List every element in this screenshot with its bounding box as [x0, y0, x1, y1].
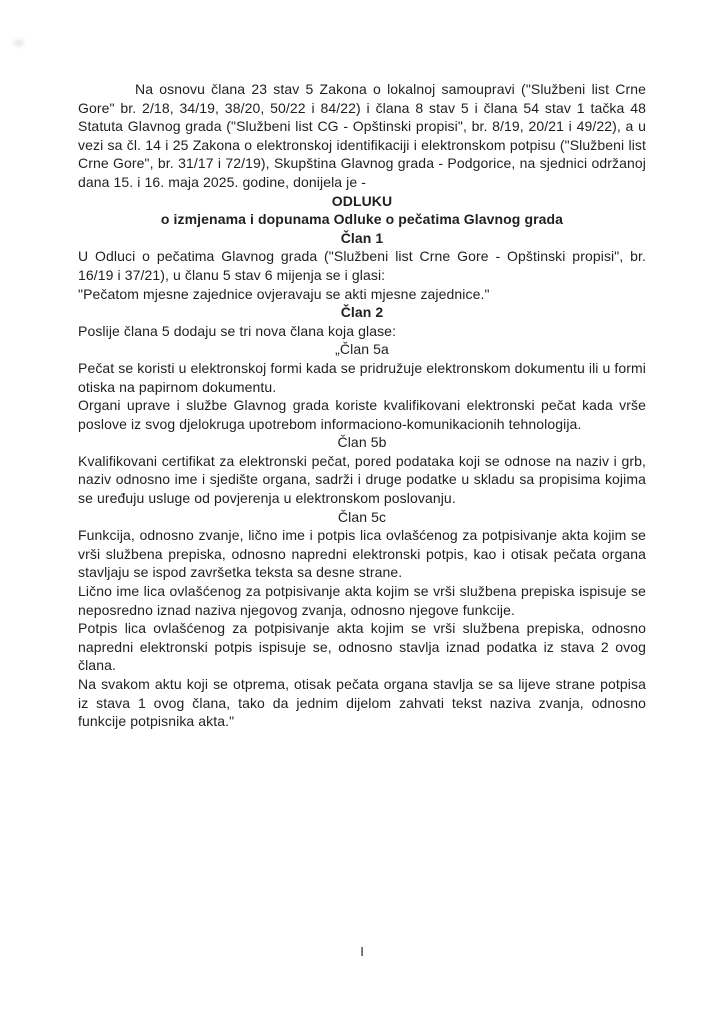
- heading-clan-5a: „Član 5a: [335, 341, 389, 358]
- scan-smudge-artifact: [14, 40, 24, 46]
- preamble-paragraph: Na osnovu člana 23 stav 5 Zakona o lokalnoj samoupravi ("Službeni list Crne Gore" br. 2/18, 34/19, 38/20, 50/22 i 84/22) i člana 8 stav 5 i člana 54 stav 1 tačka 48 Statuta Glavnog grada ("Službeni list CG - Opštinski propisi", br. 8/19, 20/21 i 49/22), a u vezi sa čl. 14 i 25 Zakona o elektronskoj identifikaciji i elektronskom potpisu ("Službeni list Crne Gore", br. 31/17 i 72/19), Skupština Glavnog grada - Podgorice, na sjednici održanoj dana 15. i 16. maja 2025. godine, donijela je -: [78, 81, 646, 190]
- document-body: [78, 80, 646, 731]
- clan-1-paragraph-1: U Odluci o pečatima Glavnog grada ("Službeni list Crne Gore - Opštinski propisi", br. 16/19 i 37/21), u članu 5 stav 6 mijenja se i glasi:: [78, 248, 646, 283]
- clan-5b-paragraph-1: Kvalifikovani certifikat za elektronski pečat, pored podataka koji se odnose na naziv i grb, naziv odnosno ime i sjedište organa, sadrži i druge podatke u skladu sa propisima kojima se uređuju usluge od povjerenja u elektronskom poslovanju.: [78, 452, 646, 507]
- clan-5c-paragraph-1: Funkcija, odnosno zvanje, lično ime i potpis lica ovlašćenog za potpisivanje akta kojim se vrši službena prepiska, odnosno napredni elektronski potpis, kao i otisak pečata organa stavljaju se ispod završetka teksta sa desne strane.: [78, 527, 646, 581]
- clan-5c-paragraph-4: Na svakom aktu koji se otprema, otisak pečata organa stavlja se sa lijeve strane potpisa iz stava 1 ovog člana, tako da jednim dijelom zahvati tekst naziva zvanja, odnosno funkcije potpisnika akta.": [78, 676, 646, 730]
- heading-clan-5c: Član 5c: [337, 508, 387, 525]
- clan-2-paragraph-1: Poslije člana 5 dodaju se tri nova člana koja glase:: [78, 322, 397, 339]
- document-subtitle: o izmjenama i dopunama Odluke o pečatima Glavnog grada: [160, 211, 564, 228]
- clan-1-paragraph-2: "Pečatom mjesne zajednice ovjeravaju se akti mjesne zajednice.": [78, 285, 490, 302]
- clan-5a-paragraph-1: Pečat se koristi u elektronskoj formi kada se pridružuje elektronskom dokumentu ili u formi otiska na papirnom dokumentu.: [78, 359, 646, 395]
- heading-clan-5b: Član 5b: [337, 434, 387, 451]
- page-number: I: [360, 944, 364, 959]
- heading-clan-1: Član 1: [340, 229, 384, 246]
- clan-5c-paragraph-3: Potpis lica ovlašćenog za potpisivanje akta kojim se vrši službena prepiska, odnosno napredni elektronski potpis ispisuje se, odnosno stavlja iznad podatka iz stava 2 ovog člana.: [78, 620, 646, 674]
- clan-5c-paragraph-2: Lično ime lica ovlašćenog za potpisivanje akta kojim se vrši službena prepiska ispisuje se neposredno iznad naziva njegovog zvanja, odnosno njegove funkcije.: [78, 583, 646, 618]
- document-title: ODLUKU: [331, 192, 393, 209]
- heading-clan-2: Član 2: [340, 304, 384, 321]
- clan-5a-paragraph-2: Organi uprave i službe Glavnog grada koriste kvalifikovani elektronski pečat kada vrše poslove iz svog djelokruga upotrebom informaciono-komunikacionih tehnologija.: [78, 397, 646, 432]
